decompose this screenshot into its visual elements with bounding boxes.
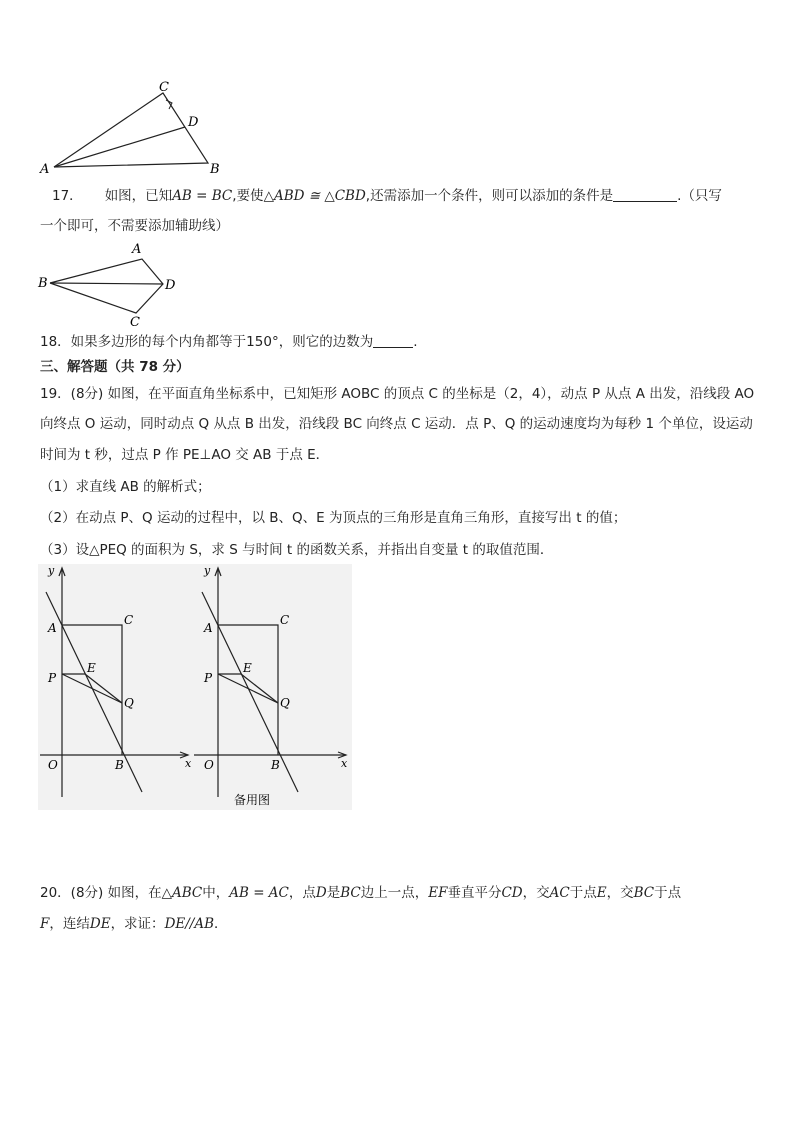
label-b: B — [271, 758, 280, 772]
label-a: A — [48, 621, 57, 635]
question-19-part2: （2）在动点 P、Q 运动的过程中，以 B、Q、E 为顶点的三角形是直角三角形，直接写出 t 的值； — [40, 510, 627, 526]
label-q: Q — [280, 696, 290, 710]
right-angle-mark — [166, 100, 172, 109]
label-q: Q — [124, 696, 134, 710]
label-y: y — [204, 564, 211, 577]
question-19-line1: 19．(8分) 如图，在平面直角坐标系中，已知矩形 AOBC 的顶点 C 的坐标是（2，4），动点 P 从点 A 出发，沿线段 AO — [40, 386, 755, 402]
quadrilateral-abcd — [50, 259, 163, 313]
label-x: x — [185, 757, 192, 770]
q18-answer-blank[interactable] — [373, 333, 413, 348]
question-17-line1: 17． 如图，已知AB = BC,要使△ABD ≅ △CBD,还需添加一个条件，则可以添加的条件是 .（只写 — [52, 188, 722, 204]
label-a: A — [40, 162, 50, 176]
q17-math-ab-bc: AB = BC — [172, 188, 233, 204]
label-a: A — [132, 242, 142, 257]
q17-answer-blank[interactable] — [613, 187, 677, 202]
label-o: O — [48, 758, 58, 772]
label-p: P — [48, 671, 57, 685]
question-20-line1: 20．(8分) 如图，在△ABC中，AB = AC，点D是BC边上一点，EF垂直平分CD，交AC于点E，交BC于点 — [40, 885, 682, 901]
section-3-title: 三、解答题（共 78 分） — [40, 359, 190, 375]
question-20-line2: F，连结DE，求证：DE//AB． — [40, 916, 228, 932]
label-e: E — [87, 661, 96, 675]
label-d: D — [188, 115, 199, 130]
label-b: B — [115, 758, 124, 772]
q16-figure — [36, 80, 226, 176]
q19-figure — [38, 564, 354, 812]
label-p: P — [204, 671, 213, 685]
figure-background — [38, 564, 352, 810]
label-x: x — [341, 757, 348, 770]
triangle-abc — [54, 93, 208, 167]
label-b: B — [38, 276, 48, 291]
diagonal-bd — [50, 283, 163, 284]
label-a: A — [204, 621, 213, 635]
q17-math-congruent: △ABD ≅ △CBD — [263, 188, 366, 204]
label-e: E — [243, 661, 252, 675]
question-17-line2: 一个即可，不需要添加辅助线） — [40, 218, 229, 234]
label-d: D — [165, 278, 176, 293]
question-19-part1: （1）求直线 AB 的解析式； — [40, 479, 211, 495]
q17-number: 17． — [52, 188, 83, 204]
q17-figure — [36, 240, 186, 330]
label-o: O — [204, 758, 214, 772]
question-19-line3: 时间为 t 秒，过点 P 作 PE⊥AO 交 AB 于点 E． — [40, 447, 330, 463]
question-19-line2: 向终点 O 运动，同时动点 Q 从点 B 出发，沿线段 BC 向终点 C 运动．点 P、Q 的运动速度均为每秒 1 个单位，设运动 — [40, 416, 753, 432]
label-y: y — [48, 564, 55, 577]
segment-ad — [54, 127, 185, 167]
label-c: C — [159, 80, 169, 95]
question-19-part3: （3）设△PEQ 的面积为 S，求 S 与时间 t 的函数关系，并指出自变量 t 的取值范围． — [40, 542, 554, 558]
label-c: C — [124, 613, 134, 627]
label-c: C — [130, 315, 140, 330]
spare-figure-caption: 备用图 — [234, 793, 271, 807]
label-b: B — [210, 162, 220, 176]
label-c: C — [280, 613, 290, 627]
question-18: 18．如果多边形的每个内角都等于150°，则它的边数为 . — [40, 334, 418, 350]
